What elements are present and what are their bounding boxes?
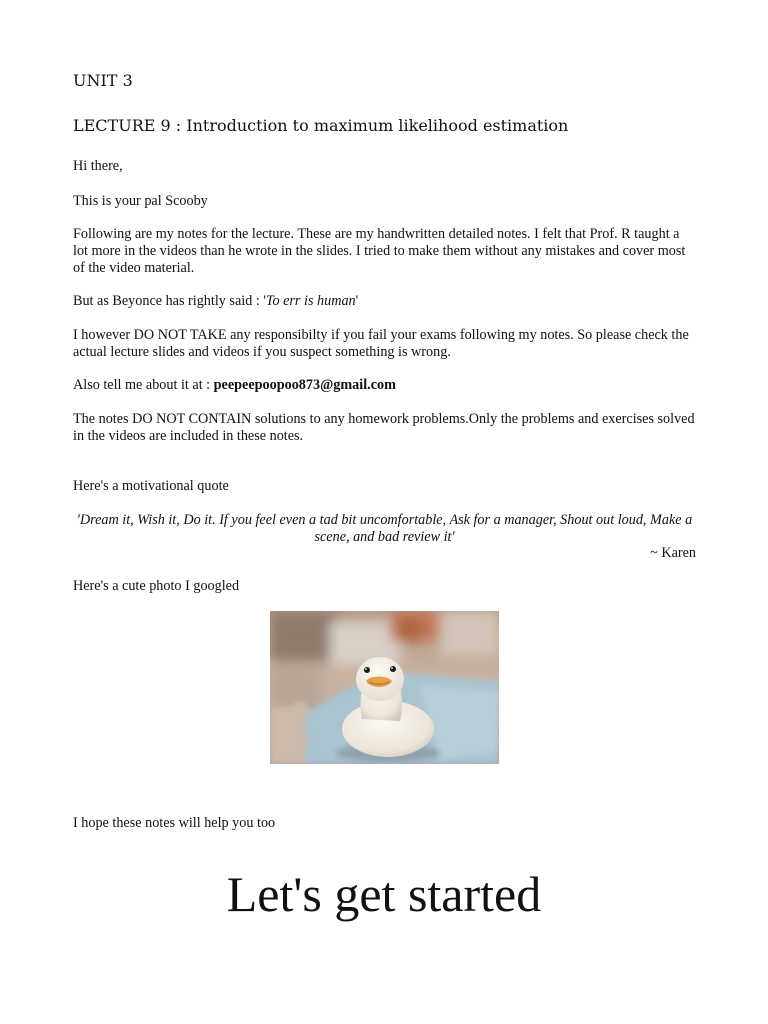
- closing-text: I hope these notes will help you too: [73, 815, 276, 831]
- contact-email: peepeepoopoo873@gmail.com: [213, 377, 396, 393]
- unit-title: UNIT 3: [73, 71, 133, 90]
- start-banner: Let's get started: [226, 866, 542, 922]
- duck-photo: [270, 611, 499, 764]
- homework-paragraph: The notes DO NOT CONTAIN solutions to any homework problems.Only the problems and exercises solved in the videos are included in these notes.: [73, 411, 695, 444]
- beyonce-quote: To err is human: [265, 293, 356, 309]
- quote-author: ~ Karen: [650, 545, 696, 561]
- lecture-title: LECTURE 9 : Introduction to maximum likelihood estimation: [73, 116, 569, 135]
- contact-prefix: Also tell me about it at :: [73, 377, 214, 393]
- intro-text: This is your pal Scooby: [73, 193, 208, 209]
- motivational-quote: 'Dream it, Wish it, Do it. If you feel even a tad bit uncomfortable, Ask for a manager, Shout out loud, Make a scene, and bad review it': [76, 512, 693, 545]
- beyonce-prefix: But as Beyonce has rightly said : ': [73, 293, 266, 309]
- notes-paragraph: Following are my notes for the lecture. These are my handwritten detailed notes. I felt that Prof. R taught a lot more in the videos than he wrote in the slides. I tried to make them without any mistakes and cover most of the video material.: [73, 226, 686, 276]
- greeting-text: Hi there,: [73, 158, 123, 174]
- quote-intro-text: Here's a motivational quote: [73, 478, 229, 494]
- beyonce-paragraph: [73, 293, 697, 310]
- disclaimer-paragraph: I however DO NOT TAKE any responsibilty if you fail your exams following my notes. So please check the actual lecture slides and videos if you suspect something is wrong.: [73, 327, 689, 360]
- duck-photo-icon: [270, 611, 499, 764]
- photo-intro-text: Here's a cute photo I googled: [73, 578, 240, 594]
- beyonce-suffix: ': [355, 293, 359, 309]
- contact-paragraph: [73, 377, 697, 394]
